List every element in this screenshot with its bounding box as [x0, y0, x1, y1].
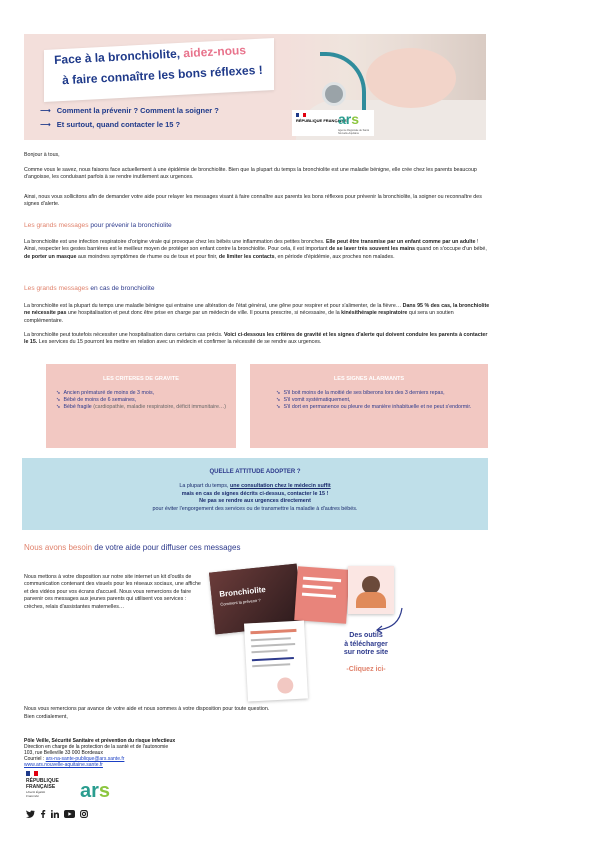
arrow-right-icon: ⟶	[40, 120, 51, 129]
signs-item: ➘ S'il dort en permanence ou pleure de manière inhabituelle et ne peut s'endormir.	[276, 403, 472, 410]
criteria-title: LES CRITERES DE GRAVITE	[102, 376, 180, 382]
rf-logo-text: RÉPUBLIQUE FRANÇAISE	[296, 118, 347, 123]
bronchiolitis-paragraph-2: La bronchiolite peut toutefois nécessiter une hospitalisation dans certains cas précis. Voici ci-dessous les critères de gravité et les signes d'alerte qui doivent conduire les parents à contacter le 15. Les services du 15 pourront les mettre en relation avec un médecin et confirmer la nécessité de se rendre aux urgences.	[24, 332, 488, 346]
facebook-icon[interactable]	[40, 810, 46, 818]
regards-line: Bien cordialement,	[24, 714, 68, 720]
signature-address: 103, rue Belleville 33 000 Bordeaux	[24, 750, 103, 756]
attitude-box	[22, 458, 488, 530]
arrow-right-icon: ⟶	[40, 106, 51, 115]
ars-logo: ars	[80, 780, 111, 802]
click-here-link[interactable]: -Cliquez ici-	[346, 666, 386, 673]
youtube-icon[interactable]	[64, 810, 75, 818]
arrow-down-right-icon: ➘	[56, 403, 61, 410]
intro-paragraph-2: Ainsi, nous vous sollicitons afin de demander votre aide pour relayer les messages visant à faire connaître aux parents les bons réflexes pour prévenir la bronchiolite, la soigner ou reconnaître des signes d'alerte.	[24, 194, 482, 208]
section-heading-bronchiolitis: Les grands messages en cas de bronchiolite	[24, 285, 155, 292]
poster-title: Bronchiolite	[218, 584, 267, 599]
social-icons	[26, 810, 88, 818]
poster-visual-4	[244, 620, 308, 701]
attitude-text: La plupart du temps, une consultation chez le médecin suffit mais en cas de signes décrits ci-dessus, contacter le 15 ! Ne pas se rendre aux urgences directement pour éviter l'engorgement des services ou de transmettre la maladie à d'autres bébés.	[152, 483, 358, 512]
linkedin-icon[interactable]	[51, 810, 59, 818]
section-heading-prevent: Les grands messages pour prévenir la bronchiolite	[24, 222, 172, 229]
greeting: Bonjour à tous,	[24, 152, 60, 158]
signature-block: Pôle Veille, Sécurité Sanitaire et prévention du risque infectieux Direction en charge de la protection de la santé et de l'autonomie 103, rue Belleville 33 000 Bordeaux Courriel : ars-na-sante-publique@ars.sante.fr www.ars.nouvelle-aquitaine.sante.fr	[24, 738, 176, 768]
curved-arrow-icon	[370, 606, 406, 634]
bronchiolitis-paragraph-1: La bronchiolite est la plupart du temps une maladie bénigne qui entraine une altération de l'état général, une gêne pour respirer et pour s'alimenter, de la fièvre… Dans 95 % des cas, la bronchiolite ne nécessite pas une hospitalisation et peut donc être prise en charge par un médecin de ville. Il pourra prescrire, si nécessaire, de la kinésithérapie respiratoire qui sera un soutien complémentaire.	[24, 303, 490, 324]
marianne-flag-icon	[296, 113, 306, 117]
signature-direction: Direction en charge de la protection de la santé et de l'autonomie	[24, 744, 169, 750]
criteria-item: ➘ Bébé de moins de 6 semaines,	[56, 396, 137, 403]
thanks-line: Nous vous remercions par avance de votre aide et nous sommes à votre disposition pour toute question.	[24, 706, 270, 712]
criteria-box	[46, 364, 236, 448]
signs-box	[250, 364, 488, 448]
section-heading-help: Nous avons besoin de votre aide pour diffuser ces messages	[24, 543, 241, 552]
arrow-down-right-icon: ➘	[276, 403, 281, 410]
download-tools-callout: Des outils à télécharger sur notre site	[343, 632, 389, 656]
banner-logos: RÉPUBLIQUE FRANÇAISE ars Agence Régionale de Santé Nouvelle-Aquitaine	[292, 110, 374, 136]
criteria-item: ➘ Ancien prématuré de moins de 3 mois,	[56, 390, 155, 396]
help-paragraph: Nous mettons à votre disposition sur notre site internet un kit d'outils de communication contenant des visuels pour les réseaux sociaux, une affiche et des vidéos pour vos écrans d'accueil. Nous vous remercions de faire parvenir ces messages aux jeunes parents qui utilisent vos services : crèches, relais d'assistantes maternelles…	[24, 574, 201, 610]
arrow-down-right-icon: ➘	[56, 396, 61, 403]
prevent-paragraph: La bronchiolite est une infection respiratoire d'origine virale qui provoque chez les bébés une inflammation des petites bronches. Elle peut être transmise par un enfant comme par un adulte ! Ainsi, respecter les gestes barrières est le meilleur moyen de protéger son enfant contre la bronchiolite. Pour cela, il est important de se laver très souvent les mains quand on s'occupe d'un bébé, de porter un masque aux moindres symptômes de rhume ou de toux et pour finir, de limiter les contacts, en période d'épidémie, aux proches non malades.	[24, 239, 487, 260]
arrow-down-right-icon: ➘	[276, 396, 281, 403]
banner-title-line2: à faire connaître les bons réflexes !	[61, 62, 263, 88]
banner-question-2: ⟶ Et surtout, quand contacter le 15 ?	[40, 120, 181, 129]
website-link[interactable]: www.ars.nouvelle-aquitaine.sante.fr	[24, 762, 103, 768]
intro-paragraph-1: Comme vous le savez, nous faisons face actuellement à une épidémie de bronchiolite. Bien que la plupart du temps la bronchiolite est une maladie bénigne, elle crée chez les parents beaucoup d'angoisse, les conduisant parfois à se rendre inutilement aux urgences.	[24, 167, 477, 181]
signs-item: ➘ S'il vomit systématiquement,	[276, 396, 351, 403]
header-banner	[24, 34, 486, 140]
banner-question-1: ⟶ Comment la prévenir ? Comment la soigner ?	[40, 106, 219, 115]
marianne-flag-icon	[26, 771, 38, 776]
twitter-icon[interactable]	[26, 810, 35, 818]
poster-visual-2	[294, 566, 350, 623]
email-link[interactable]: ars-na-sante-publique@ars.sante.fr	[45, 756, 125, 762]
poster-subtitle: Comment la prévenir ?	[220, 597, 261, 607]
signature-pole: Pôle Veille, Sécurité Sanitaire et prévention du risque infectieux	[24, 738, 176, 744]
criteria-item: ➘ Bébé fragile (cardiopathie, maladie respiratoire, déficit immunitaire…)	[56, 403, 226, 410]
arrow-down-right-icon: ➘	[56, 390, 61, 396]
signs-title: LES SIGNES ALARMANTS	[333, 376, 405, 382]
rf-logo: RÉPUBLIQUE FRANÇAISE Liberté Égalité Fraternité	[26, 771, 76, 807]
ars-logo: ars	[338, 111, 360, 127]
banner-title-line1: Face à la bronchiolite, aidez-nous	[53, 42, 247, 68]
instagram-icon[interactable]	[80, 810, 88, 818]
arrow-down-right-icon: ➘	[276, 390, 281, 396]
attitude-title: QUELLE ATTITUDE ADOPTER ?	[209, 469, 301, 475]
signs-item: ➘ S'il boit moins de la moitié de ses biberons lors des 3 derniers repas,	[276, 390, 445, 396]
